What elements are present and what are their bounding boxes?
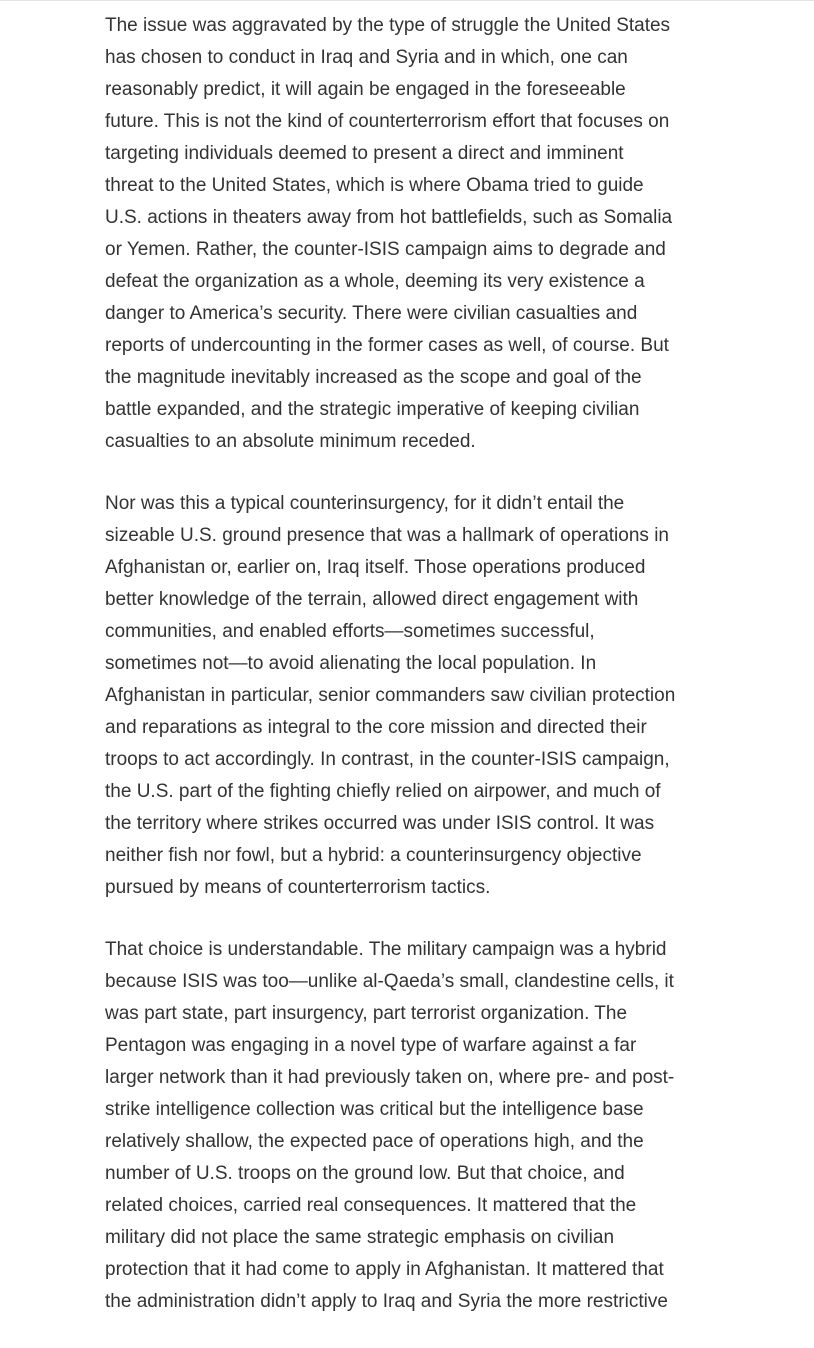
- text-line: targeting individuals deemed to present a direct and imminent: [105, 143, 624, 164]
- text-line: protection that it had come to apply in Afghanistan. It mattered that: [105, 1259, 664, 1280]
- text-line: the administration didn’t apply to Iraq and Syria the more restrictive: [105, 1291, 668, 1312]
- text-line: has chosen to conduct in Iraq and Syria and in which, one can: [105, 47, 628, 68]
- text-line: sizeable U.S. ground presence that was a hallmark of operations in: [105, 525, 669, 546]
- text-line: sometimes not—to avoid alienating the local population. In: [105, 653, 597, 674]
- text-line: military did not place the same strategic emphasis on civilian: [105, 1227, 615, 1248]
- article-body: [105, 10, 715, 1348]
- top-divider: [0, 0, 814, 1]
- text-line: troops to act accordingly. In contrast, in the counter-ISIS campaign,: [105, 749, 670, 770]
- text-line: U.S. actions in theaters away from hot battlefields, such as Somalia: [105, 207, 673, 228]
- text-line: Afghanistan in particular, senior commanders saw civilian protection: [105, 685, 676, 706]
- text-line: number of U.S. troops on the ground low. But that choice, and: [105, 1163, 625, 1184]
- text-line: communities, and enabled efforts—sometimes successful,: [105, 621, 595, 642]
- text-line: was part state, part insurgency, part terrorist organization. The: [105, 1003, 628, 1024]
- text-line: That choice is understandable. The military campaign was a hybrid: [105, 939, 667, 960]
- text-line: larger network than it had previously taken on, where pre- and post-: [105, 1067, 675, 1088]
- text-line: Afghanistan or, earlier on, Iraq itself. Those operations produced: [105, 557, 646, 578]
- text-line: neither fish nor fowl, but a hybrid: a counterinsurgency objective: [105, 845, 642, 866]
- text-line: defeat the organization as a whole, deeming its very existence a: [105, 271, 645, 292]
- text-line: related choices, carried real consequences. It mattered that the: [105, 1195, 637, 1216]
- text-line: relatively shallow, the expected pace of operations high, and the: [105, 1131, 644, 1152]
- text-line: and reparations as integral to the core mission and directed their: [105, 717, 647, 738]
- text-line: strike intelligence collection was critical but the intelligence base: [105, 1099, 644, 1120]
- paragraph-1: [105, 10, 715, 458]
- text-line: better knowledge of the terrain, allowed direct engagement with: [105, 589, 639, 610]
- text-line: because ISIS was too—unlike al-Qaeda’s small, clandestine cells, it: [105, 971, 674, 992]
- text-line: Nor was this a typical counterinsurgency, for it didn’t entail the: [105, 493, 625, 514]
- paragraph-3: [105, 934, 715, 1318]
- text-line: battle expanded, and the strategic imperative of keeping civilian: [105, 399, 640, 420]
- paragraph-2: [105, 488, 715, 904]
- text-line: danger to America’s security. There were civilian casualties and: [105, 303, 638, 324]
- text-line: or Yemen. Rather, the counter-ISIS campaign aims to degrade and: [105, 239, 666, 260]
- text-line: reasonably predict, it will again be engaged in the foreseeable: [105, 79, 626, 100]
- text-line: reports of undercounting in the former cases as well, of course. But: [105, 335, 669, 356]
- text-line: the magnitude inevitably increased as the scope and goal of the: [105, 367, 642, 388]
- text-line: Pentagon was engaging in a novel type of warfare against a far: [105, 1035, 637, 1056]
- text-line: The issue was aggravated by the type of struggle the United States: [105, 15, 671, 36]
- text-line: the territory where strikes occurred was under ISIS control. It was: [105, 813, 655, 834]
- text-line: threat to the United States, which is where Obama tried to guide: [105, 175, 644, 196]
- text-line: pursued by means of counterterrorism tactics.: [105, 877, 491, 898]
- text-line: the U.S. part of the fighting chiefly relied on airpower, and much of: [105, 781, 661, 802]
- text-line: future. This is not the kind of counterterrorism effort that focuses on: [105, 111, 670, 132]
- text-line: casualties to an absolute minimum receded.: [105, 431, 476, 452]
